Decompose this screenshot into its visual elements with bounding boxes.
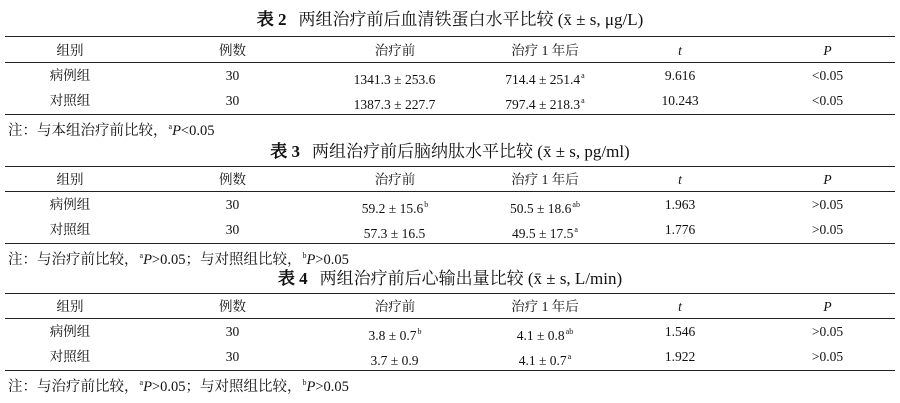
note-p-1: P — [143, 379, 152, 395]
cell-before-value: 3.7 ± 0.9 — [370, 353, 419, 368]
table-row — [0, 192, 900, 217]
cell-after-value: 4.1 ± 0.7 — [518, 353, 567, 368]
table-title — [0, 9, 900, 31]
note-sup-1: a — [139, 378, 144, 387]
header-row — [0, 167, 900, 192]
cell-p: <0.05 — [811, 93, 844, 108]
cell-before-value: 1387.3 ± 227.7 — [353, 97, 436, 112]
cell-before-value: 59.2 ± 15.6 — [361, 201, 424, 216]
header-p: P — [823, 43, 832, 58]
cell-before-sup: b — [424, 200, 429, 209]
note-p-2: P — [306, 379, 316, 395]
header-after: 治疗 1 年后 — [511, 172, 579, 187]
cell-group: 病例组 — [49, 197, 91, 212]
header-p: P — [823, 172, 832, 187]
cell-t: 9.616 — [664, 68, 696, 83]
table-number: 表 2 — [256, 10, 287, 29]
cell-after-value: 797.4 ± 218.3 — [505, 97, 581, 112]
bottom-rule — [5, 243, 895, 244]
cell-after — [470, 319, 620, 344]
table-number: 表 3 — [270, 142, 301, 161]
cell-after-sup: a — [567, 352, 572, 361]
header-t: t — [678, 172, 682, 187]
cell-n: 30 — [225, 197, 240, 212]
cell-after — [470, 192, 620, 217]
cell-before-value: 57.3 ± 16.5 — [363, 226, 426, 241]
header-t: t — [678, 299, 682, 314]
table-stat-unit: (x̄ ± s, μg/L) — [557, 10, 644, 29]
cell-group: 病例组 — [49, 68, 91, 83]
table-row — [0, 63, 900, 88]
cell-t: 1.922 — [664, 349, 696, 364]
cell-before — [320, 344, 470, 369]
table-number: 表 4 — [277, 269, 308, 288]
cell-p: >0.05 — [811, 324, 844, 339]
cell-after-value: 49.5 ± 17.5 — [512, 226, 574, 241]
note-sup-2: b — [302, 251, 307, 260]
cell-after — [470, 88, 620, 113]
table-note — [8, 116, 214, 138]
cell-group: 对照组 — [49, 349, 91, 364]
note-prefix: 注：与治疗前比较， — [8, 379, 139, 395]
header-t: t — [678, 43, 682, 58]
note-p-2: P — [306, 252, 316, 268]
bottom-rule — [5, 370, 895, 371]
cell-n: 30 — [225, 68, 240, 83]
table-row — [0, 344, 900, 369]
header-row — [0, 294, 900, 319]
header-n: 例数 — [219, 43, 246, 58]
table-stat-unit: (x̄ ± s, L/min) — [527, 269, 623, 288]
note-value-1: >0.05；与对照组比较， — [151, 379, 302, 395]
note-value-2: >0.05 — [315, 252, 349, 268]
table-title — [0, 141, 900, 163]
header-group: 组别 — [56, 43, 84, 58]
cell-after-sup: a — [581, 96, 585, 105]
note-sup-1: a — [168, 122, 173, 131]
note-value-1: >0.05；与对照组比较， — [151, 252, 302, 268]
note-p-1: P — [143, 252, 152, 268]
cell-before — [320, 192, 470, 217]
cell-t: 1.963 — [664, 197, 696, 212]
table-title — [0, 268, 900, 290]
table-row — [0, 217, 900, 242]
note-prefix: 注：与治疗前比较， — [8, 252, 139, 268]
note-prefix: 注：与本组治疗前比较， — [8, 123, 168, 139]
header-row — [0, 38, 900, 63]
cell-t: 1.546 — [664, 324, 696, 339]
cell-after-value: 50.5 ± 18.6 — [510, 201, 572, 216]
header-n: 例数 — [219, 172, 246, 187]
cell-p: >0.05 — [811, 349, 844, 364]
table-stat-unit: (x̄ ± s, pg/ml) — [537, 142, 630, 161]
cell-t: 10.243 — [661, 93, 699, 108]
cell-before — [320, 319, 470, 344]
cell-after-value: 4.1 ± 0.8 — [516, 328, 565, 343]
table-title-text: 两组治疗前后脑纳肽水平比较 — [312, 142, 534, 161]
table-row — [0, 319, 900, 344]
cell-p: >0.05 — [811, 222, 844, 237]
cell-after-value: 714.4 ± 251.4 — [505, 72, 581, 87]
table-title-text: 两组治疗前后心输出量比较 — [319, 269, 524, 288]
cell-after-sup: ab — [565, 327, 574, 336]
cell-p: <0.05 — [811, 68, 844, 83]
cell-before-value: 1341.3 ± 253.6 — [353, 72, 436, 87]
cell-n: 30 — [225, 93, 240, 108]
table-note — [8, 245, 349, 267]
note-p-1: P — [172, 123, 181, 139]
note-sup-2: b — [302, 378, 307, 387]
cell-before — [320, 88, 470, 113]
header-p: P — [823, 299, 832, 314]
table-title-text: 两组治疗前后血清铁蛋白水平比较 — [298, 10, 554, 29]
cell-after-sup: a — [574, 225, 578, 234]
cell-after — [470, 217, 620, 242]
top-rule — [5, 36, 895, 37]
table-row — [0, 88, 900, 113]
cell-n: 30 — [225, 324, 240, 339]
cell-group: 病例组 — [49, 324, 91, 339]
header-n: 例数 — [219, 299, 246, 314]
note-sup-1: a — [139, 251, 144, 260]
cell-after-sup: ab — [572, 200, 580, 209]
header-before: 治疗前 — [374, 43, 416, 58]
header-group: 组别 — [56, 172, 84, 187]
bottom-rule — [5, 114, 895, 115]
header-after: 治疗 1 年后 — [511, 43, 579, 58]
cell-after — [470, 344, 620, 369]
cell-t: 1.776 — [664, 222, 696, 237]
note-value-1: <0.05 — [180, 123, 215, 139]
cell-before — [320, 63, 470, 88]
cell-p: >0.05 — [811, 197, 844, 212]
cell-before — [320, 217, 470, 242]
header-before: 治疗前 — [374, 299, 416, 314]
cell-group: 对照组 — [49, 222, 91, 237]
header-group: 组别 — [56, 299, 84, 314]
cell-n: 30 — [225, 222, 240, 237]
note-value-2: >0.05 — [315, 379, 349, 395]
cell-after — [470, 63, 620, 88]
cell-before-sup: b — [417, 327, 422, 336]
cell-before-value: 3.8 ± 0.7 — [368, 328, 417, 343]
cell-after-sup: a — [581, 71, 585, 80]
header-after: 治疗 1 年后 — [511, 299, 579, 314]
cell-group: 对照组 — [49, 93, 91, 108]
table-note — [8, 372, 349, 394]
header-before: 治疗前 — [374, 172, 416, 187]
cell-n: 30 — [225, 349, 240, 364]
